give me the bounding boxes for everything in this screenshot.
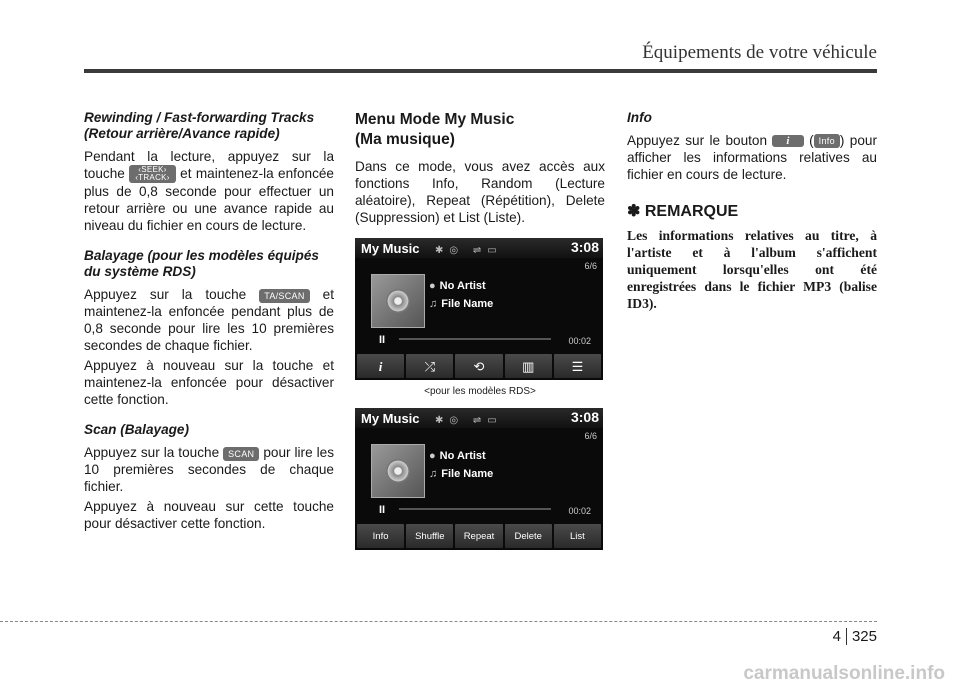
column-3 — [627, 110, 877, 312]
person-icon: ● — [429, 280, 436, 292]
screen-time: 3:08 — [570, 239, 599, 255]
status-icons: ✱◎ ⇌▭ — [435, 245, 503, 256]
header-rule — [84, 69, 877, 73]
seek-track-button-label: ‹SEEK› ‹TRACK› — [129, 165, 176, 183]
shuffle-softkey-icon[interactable]: ⤮ — [406, 354, 453, 378]
album-art-icon — [371, 274, 425, 328]
track-count: 6/6 — [584, 431, 597, 441]
section-scan-title: Scan (Balayage) — [84, 422, 190, 438]
list-softkey-icon[interactable]: ☰ — [554, 354, 601, 378]
info-button-label: Info — [814, 134, 840, 148]
scan-button-label: SCAN — [223, 447, 259, 461]
info-i-button-label: i — [772, 135, 803, 147]
music-note-icon: ♫ — [429, 298, 438, 310]
status-icons: ✱◎ ⇌▭ — [435, 415, 503, 426]
info-softkey[interactable]: Info — [357, 524, 404, 548]
delete-softkey[interactable]: Delete — [505, 524, 552, 548]
file-line: ♫ File Name — [429, 468, 494, 480]
softkey-bar-text — [357, 524, 601, 548]
page-number — [833, 628, 877, 645]
screen-text-keys — [355, 408, 603, 550]
file-line: ♫ File Name — [429, 298, 494, 310]
screen-title: My Music — [361, 241, 420, 256]
album-art-icon — [371, 444, 425, 498]
scan-paragraph-2: Appuyez à nouveau sur cette touche pour désactiver cette fonction. — [84, 499, 334, 532]
repeat-softkey[interactable]: Repeat — [455, 524, 502, 548]
pause-icon: II — [379, 504, 386, 516]
person-icon: ● — [429, 450, 436, 462]
watermark: carmanualsonline.info — [743, 663, 945, 684]
screen-title: My Music — [361, 411, 420, 426]
scan-rds-paragraph-2: Appuyez à nouveau sur la touche et maintenez-la enfoncée pour désactiver cette fonction. — [84, 358, 334, 408]
ta-scan-button-label: TA/SCAN — [259, 289, 309, 303]
section-scan-rds-title: Balayage (pour les modèles équipés du système RDS) — [84, 248, 319, 280]
scan-rds-paragraph-1: Appuyez sur la touche TA/SCAN et maintenez-la enfoncée pendant plus de 0,8 seconde pour lire les 10 premières secondes de chaque fichier. — [84, 287, 335, 354]
scan-paragraph-1: Appuyez sur la touche SCAN pour lire les 10 premières secondes de chaque fichier. — [84, 445, 335, 495]
artist-line: ● No Artist — [429, 450, 486, 462]
delete-softkey-icon[interactable]: ▥ — [505, 354, 552, 378]
repeat-softkey-icon[interactable]: ⟲ — [455, 354, 502, 378]
track-count: 6/6 — [584, 261, 597, 271]
shuffle-softkey[interactable]: Shuffle — [406, 524, 453, 548]
info-softkey-icon[interactable]: i — [357, 354, 404, 378]
elapsed-time: 00:02 — [568, 336, 591, 346]
screen-caption: <pour les modèles RDS> — [424, 386, 536, 397]
chapter-number: 4 — [833, 628, 847, 645]
section-rewind-title: Rewinding / Fast-forwarding Tracks (Retour arrière/Avance rapide) — [84, 110, 315, 141]
rewind-paragraph: Pendant la lecture, appuyez sur la touche ‹SEEK› ‹TRACK› et maintenez-la enfoncée plus de 0,8 seconde pour effectuer un retour arrière ou une avance rapide au niveau du fichier en cours de lecture. — [84, 149, 334, 234]
music-note-icon: ♫ — [429, 468, 438, 480]
column-2 — [355, 110, 605, 550]
artist-line: ● No Artist — [429, 280, 486, 292]
info-paragraph: Appuyez sur le bouton i ( Info ) pour afficher les informations relatives au fichier en cours de lecture. — [627, 133, 877, 182]
info-title: Info — [627, 110, 652, 125]
elapsed-time: 00:02 — [568, 506, 591, 516]
footer-rule — [0, 621, 877, 622]
my-music-intro: Dans ce mode, vous avez accès aux fonctions Info, Random (Lecture aléatoire), Repeat (Répétition), Delete (Suppression) et List (Liste). — [355, 159, 605, 225]
screen-time: 3:08 — [570, 409, 599, 425]
remark-body: Les informations relatives au titre, à l'artiste et à l'album s'affichent uniquement lorsqu'elles ont été enregistrées dans le fichier MP3 (balise ID3). — [627, 228, 877, 311]
page-number-value: 325 — [851, 628, 877, 645]
remark-title: ✽ REMARQUE — [627, 203, 739, 220]
list-softkey[interactable]: List — [554, 524, 601, 548]
progress-bar — [399, 508, 551, 510]
page-header-title: Équipements de votre véhicule — [642, 42, 877, 63]
column-1 — [84, 110, 334, 535]
screen-rds-icons — [355, 238, 603, 380]
my-music-menu-title: Menu Mode My Music (Ma musique) — [355, 111, 515, 148]
pause-icon: II — [379, 334, 386, 346]
progress-bar — [399, 338, 551, 340]
softkey-bar-icons — [357, 354, 601, 378]
